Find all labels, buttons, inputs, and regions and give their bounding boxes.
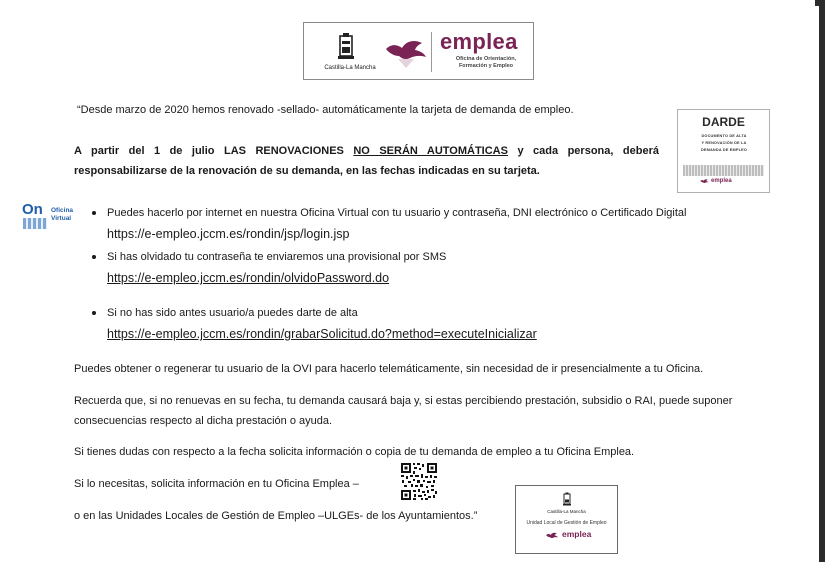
darde-barcode-strip [683, 165, 764, 176]
notice-underlined: NO SERÁN AUTOMÁTICAS [353, 145, 508, 157]
intro-paragraph: “Desde marzo de 2020 hemos renovado -sellado- automáticamente la tarjeta de demanda de empleo. [77, 104, 574, 116]
paragraph-recuerda-line1: Recuerda que, si no renuevas en su fecha, tu demanda causará baja y, si estas percibiendo prestación, subsidio o RAI, puede suponer [74, 395, 733, 407]
ov-label [51, 207, 73, 223]
paragraph-ovi: Puedes obtener o regenerar tu usuario de la OVI para hacerlo telemáticamente, sin necesidad de ir presencialmente a tu Oficina. [74, 363, 704, 375]
bullet-dot-2 [92, 255, 96, 259]
header-region-name: Castilla-La Mancha [324, 65, 376, 71]
header-brand-sub-line2: Formación y Empleo [458, 63, 514, 69]
header-brand-subtitle [444, 56, 528, 70]
notice-line1 [74, 144, 659, 158]
ulge-crest-icon [561, 492, 573, 507]
bullet-text-3: Si no has sido antes usuario/a puedes darte de alta [107, 307, 358, 319]
header-logo [303, 22, 534, 80]
bullet-text-2: Si has olvidado tu contraseña te enviaremos una provisional por SMS [107, 251, 447, 263]
ulge-brand: emplea [562, 529, 592, 539]
notice-part1: A partir del 1 de julio LAS RENOVACIONES [74, 145, 354, 157]
scan-edge-right [819, 0, 825, 562]
darde-title: DARDE [702, 115, 745, 129]
ov-label-line1: Oficina [51, 207, 74, 214]
qr-code[interactable] [400, 462, 438, 501]
ov-on-text: On [22, 201, 43, 218]
castilla-la-mancha-crest-icon [334, 32, 358, 62]
paragraph-recuerda-line2: consecuencias respecto al dicha prestación o ayuda. [74, 415, 333, 427]
bullet-dot-3 [92, 311, 96, 315]
paragraph-necesitas: Si lo necesitas, solicita información en tu Oficina Emplea – [74, 478, 359, 490]
paragraph-ulges: o en las Unidades Locales de Gestión de Empleo –ULGEs- de los Ayuntamientos.” [74, 510, 478, 522]
oficina-virtual-logo [20, 202, 83, 232]
paragraph-dudas: Si tienes dudas con respecto a la fecha solicita información o copia de tu demanda de empleo a tu Oficina Emplea. [74, 446, 635, 458]
scan-edge-top [815, 0, 825, 6]
darde-line1: DOCUMENTO DE ALTA [701, 134, 747, 138]
forgot-password-link[interactable]: https://e-empleo.jccm.es/rondin/olvidoPassword.do [107, 271, 390, 285]
ulge-unit-label: Unidad Local de Gestión de Empleo [526, 520, 607, 526]
emplea-bird-icon [384, 35, 428, 69]
darde-card [677, 109, 770, 193]
darde-bird-icon [700, 178, 709, 185]
darde-brand: emplea [711, 178, 732, 184]
notice-part2: y cada persona, deberá [507, 145, 659, 157]
darde-line3: DEMANDA DE EMPLEO [700, 148, 748, 152]
ulge-region-name: Castilla-La Mancha [547, 509, 586, 514]
ulge-bird-icon [545, 531, 559, 541]
ov-logo-pattern [23, 218, 47, 229]
notice-line2: responsabilizarse de la renovación de su demanda, en las fechas indicadas en su tarjeta. [74, 165, 540, 177]
ov-label-line2: Virtual [51, 215, 72, 222]
darde-description [684, 133, 764, 154]
signup-link[interactable]: https://e-empleo.jccm.es/rondin/grabarSolicitud.do?method=executeInicializar [107, 327, 537, 341]
bullet-dot-1 [92, 211, 96, 215]
login-link[interactable]: https://e-empleo.jccm.es/rondin/jsp/login.jsp [107, 227, 350, 241]
header-brand: emplea [440, 29, 518, 54]
ulge-card [515, 485, 618, 554]
bullet-text-1: Puedes hacerlo por internet en nuestra Oficina Virtual con tu usuario y contraseña, DNI electrónico o Certificado Digital [107, 207, 687, 219]
header-brand-sub-line1: Oficina de Orientación, [455, 56, 517, 62]
darde-line2: Y RENOVACIÓN DE LA [701, 141, 747, 145]
header-logo-divider [431, 32, 432, 72]
